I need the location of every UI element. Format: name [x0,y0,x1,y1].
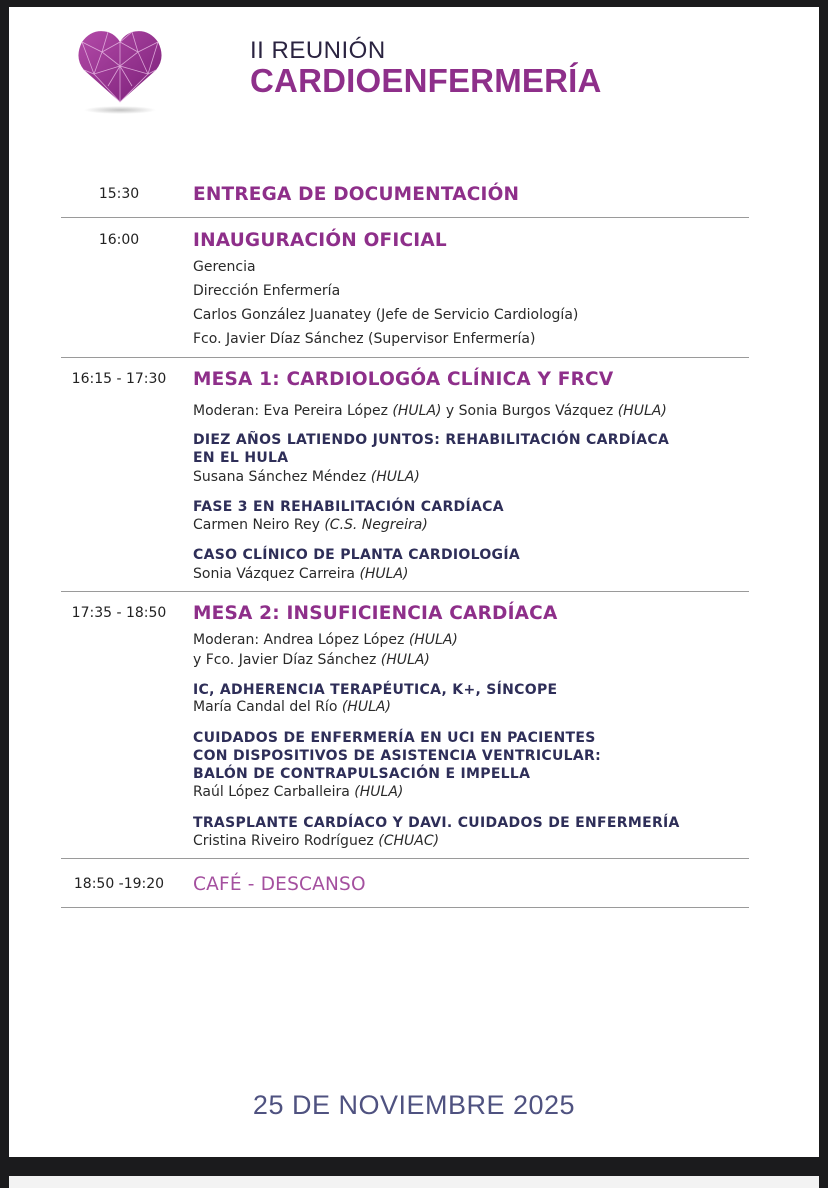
event-title-big: CARDIOENFERMERÍA [250,62,602,99]
talk-speaker: Cristina Riveiro Rodríguez (CHUAC) [193,833,440,849]
session-title: MESA 2: INSUFICIENCIA CARDÍACA [193,603,558,624]
event-date: 25 DE NOVIEMBRE 2025 [252,1090,576,1120]
heart-logo-icon [72,22,168,118]
talk-title: FASE 3 EN REHABILITACIÓN CARDÍACA [193,499,504,515]
talk-title: TRASPLANTE CARDÍACO Y DAVI. CUIDADOS DE ENFERMERÍA [193,815,680,831]
session-title: CAFÉ - DESCANSO [193,874,366,895]
divider [61,591,749,592]
talk-speaker: Susana Sánchez Méndez (HULA) [193,469,420,485]
divider [61,357,749,358]
session-title: MESA 1: CARDIOLOGÓA CLÍNICA Y FRCV [193,369,614,390]
session-time: 16:00 [98,232,140,248]
session-title: INAUGURACIÓN OFICIAL [193,230,447,251]
talk-title: EN EL HULA [193,450,289,466]
divider [61,217,749,218]
talk-title: CASO CLÍNICO DE PLANTA CARDIOLOGÍA [193,547,520,563]
session-time: 18:50 -19:20 [73,876,165,892]
talk-speaker: María Candal del Río (HULA) [193,699,391,715]
divider [61,858,749,859]
next-page-edge [9,1176,819,1188]
session-line: Carlos González Juanatey (Jefe de Servicio Cardiología) [193,307,579,323]
session-line: Fco. Javier Díaz Sánchez (Supervisor Enfermería) [193,331,536,347]
talk-title: DIEZ AÑOS LATIENDO JUNTOS: REHABILITACIÓN CARDÍACA [193,432,670,448]
session-line: Dirección Enfermería [193,283,341,299]
session-time: 16:15 - 17:30 [71,371,167,387]
session-title: ENTREGA DE DOCUMENTACIÓN [193,184,520,205]
talk-title: CUIDADOS DE ENFERMERÍA EN UCI EN PACIENTES [193,730,596,746]
moderators-line: Moderan: Andrea López López (HULA) [193,632,458,648]
event-title [250,38,602,98]
moderators-line: y Fco. Javier Díaz Sánchez (HULA) [193,652,430,668]
divider [61,907,749,908]
talk-title: CON DISPOSITIVOS DE ASISTENCIA VENTRICULAR: [193,748,601,764]
session-line: Gerencia [193,259,256,275]
moderators-line: Moderan: Eva Pereira López (HULA) y Sonia Burgos Vázquez (HULA) [193,403,667,419]
event-title-small: II REUNIÓN [250,37,386,64]
talk-title: IC, ADHERENCIA TERAPÉUTICA, K+, SÍNCOPE [193,682,558,698]
talk-speaker: Raúl López Carballeira (HULA) [193,784,404,800]
program-page [9,7,819,1157]
session-time: 17:35 - 18:50 [71,605,167,621]
talk-title: BALÓN DE CONTRAPULSACIÓN E IMPELLA [193,766,531,782]
talk-speaker: Sonia Vázquez Carreira (HULA) [193,566,409,582]
session-time: 15:30 [98,186,140,202]
talk-speaker: Carmen Neiro Rey (C.S. Negreira) [193,517,428,533]
